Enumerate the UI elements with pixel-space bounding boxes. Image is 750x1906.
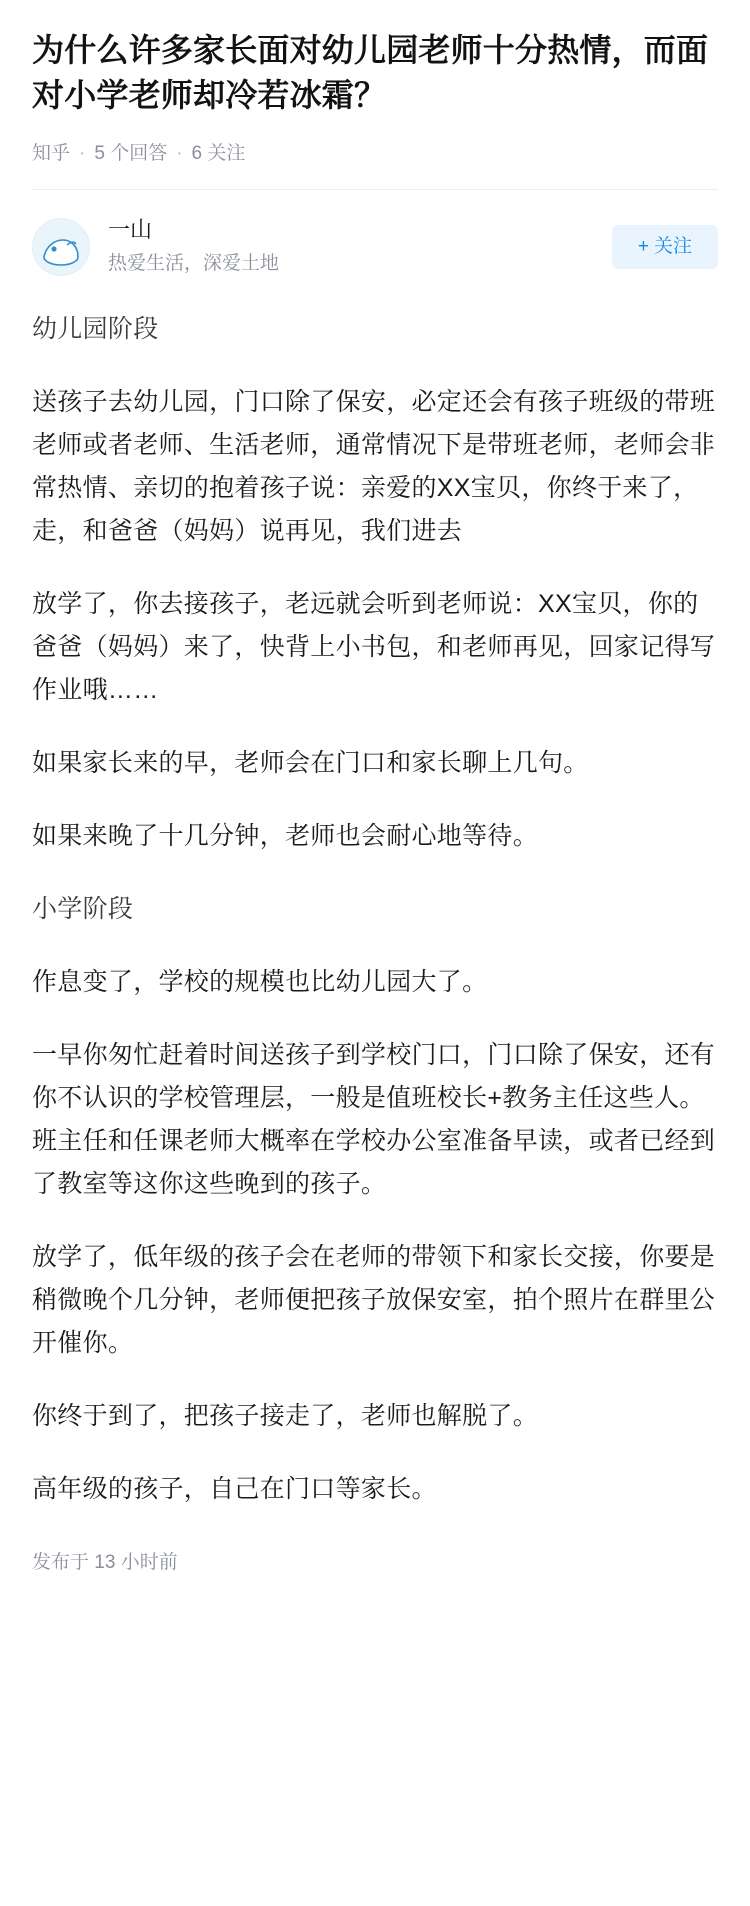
answer-count[interactable]: 5 个回答	[94, 142, 168, 164]
author-row	[0, 190, 750, 277]
answer-paragraph: 一早你匆忙赶着时间送孩子到学校门口，门口除了保安，还有你不认识的学校管理层，一般是值班校长+教务主任这些人。班主任和任课老师大概率在学校办公室准备早读，或者已经到了教室等这你这些晚到的孩子。	[32, 1040, 716, 1198]
follow-button-label: 关注	[653, 235, 692, 257]
answer-paragraph: 高年级的孩子，自己在门口等家长。	[32, 1474, 437, 1503]
published-time: 13 小时前	[94, 1551, 178, 1573]
follow-button[interactable]	[612, 225, 718, 270]
answer-paragraph: 小学阶段	[32, 894, 134, 923]
question-meta	[32, 141, 718, 168]
author-bio: 热爱生活，深爱土地	[108, 253, 280, 275]
question-block	[0, 0, 750, 190]
answer-body	[0, 278, 750, 1511]
answer-paragraph: 放学了，你去接孩子，老远就会听到老师说：XX宝贝，你的爸爸（妈妈）来了，快背上小书包，和老师再见，回家记得写作业哦……	[32, 589, 716, 704]
answer-paragraph: 你终于到了，把孩子接走了，老师也解脱了。	[32, 1401, 539, 1430]
answer-footer	[0, 1541, 750, 1618]
answer-paragraph: 如果来晚了十几分钟，老师也会耐心地等待。	[32, 821, 539, 850]
question-title: 为什么许多家长面对幼儿园老师十分热情，而面对小学老师却冷若冰霜？	[32, 32, 709, 114]
answer-paragraph: 幼儿园阶段	[32, 314, 159, 343]
answer-paragraph: 如果家长来的早，老师会在门口和家长聊上几句。	[32, 748, 589, 777]
follow-count[interactable]: 6 关注	[191, 142, 246, 164]
avatar[interactable]	[32, 218, 90, 276]
meta-separator-1: ·	[79, 142, 86, 164]
published-label: 发布于	[32, 1551, 90, 1573]
answer-paragraph: 放学了，低年级的孩子会在老师的带领下和家长交接，你要是稍微晚个几分钟，老师便把孩子放保安室，拍个照片在群里公开催你。	[32, 1242, 716, 1357]
author-name[interactable]: 一山	[108, 217, 153, 243]
answer-paragraph: 送孩子去幼儿园，门口除了保安，必定还会有孩子班级的带班老师或者老师、生活老师，通常情况下是带班老师，老师会非常热情、亲切的抱着孩子说：亲爱的XX宝贝，你终于来了，走，和爸爸（妈妈）说再见，我们进去	[32, 387, 716, 545]
answer-paragraph: 作息变了，学校的规模也比幼儿园大了。	[32, 967, 488, 996]
source-label: 知乎	[32, 142, 71, 164]
avatar-illustration-icon	[33, 219, 89, 275]
author-texts	[108, 216, 612, 277]
plus-icon: +	[637, 235, 649, 257]
meta-separator-2: ·	[176, 142, 183, 164]
